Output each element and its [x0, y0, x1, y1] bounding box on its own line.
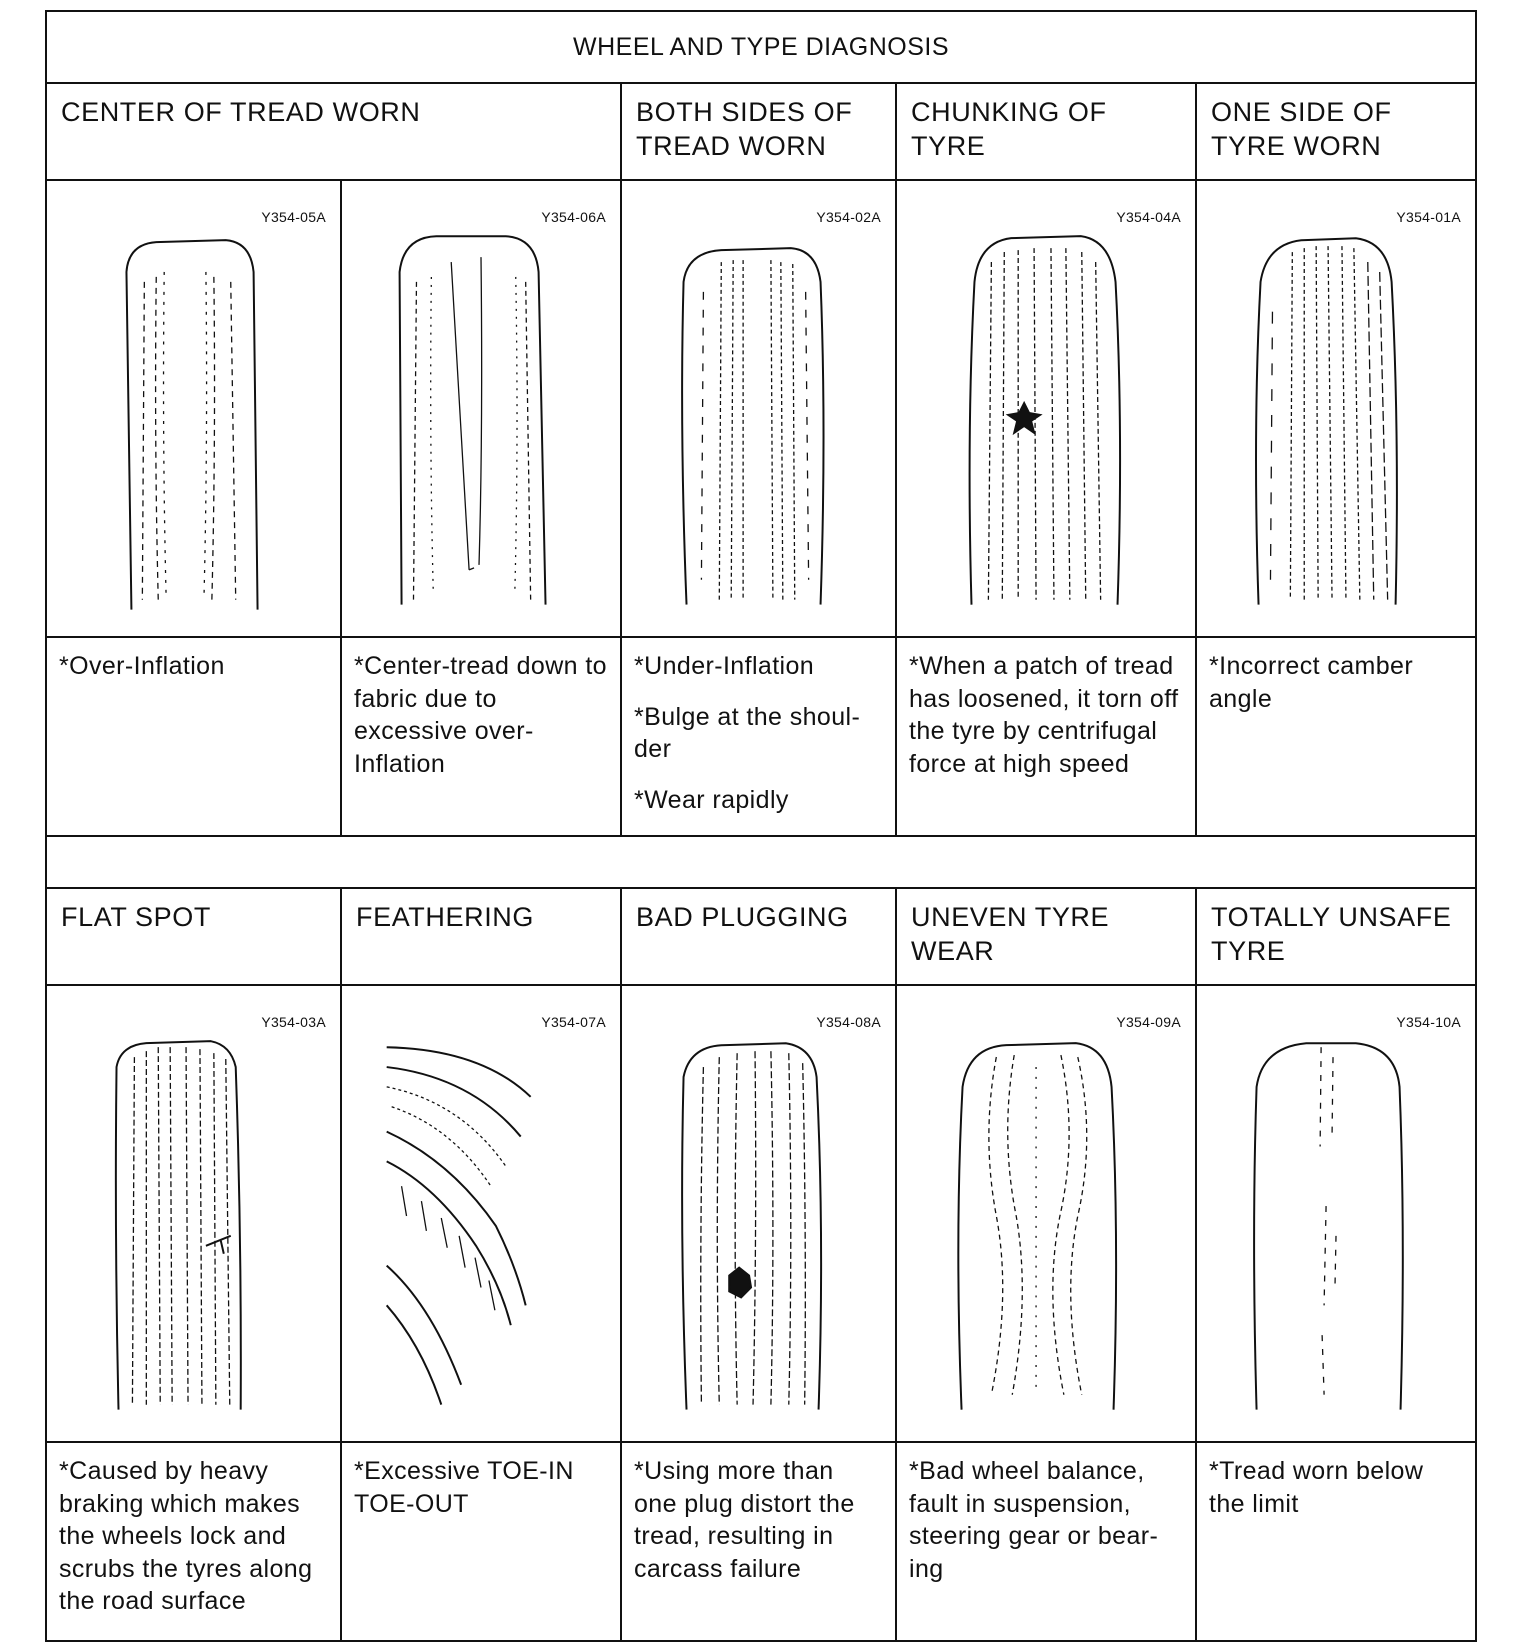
tyre-uneven-wear-icon	[897, 986, 1195, 1441]
image-cell-chunking	[896, 180, 1196, 637]
desc-line: *Under-Inflation	[634, 652, 815, 680]
image-cell-one-side-worn	[1196, 180, 1476, 637]
desc-line: *Bad wheel balance, fault in suspension, steering gear or bear-ing	[909, 1457, 1159, 1583]
desc-line: *Caused by heavy braking which makes the wheels lock and scrubs the tyres along the road surface	[59, 1457, 313, 1615]
tyre-center-worn-icon	[47, 181, 340, 636]
header-bad-plugging: BAD PLUGGING	[621, 888, 896, 985]
diagnosis-table	[45, 10, 1477, 1642]
image-cell-unsafe	[1196, 985, 1476, 1442]
image-cell-center-worn	[46, 180, 341, 637]
desc-line: *Bulge at the shoul-der	[634, 702, 861, 763]
desc-line: *Incorrect camber angle	[1209, 652, 1414, 713]
desc-line: *Tread worn below the limit	[1209, 1457, 1424, 1518]
header-feathering: FEATHERING	[341, 888, 621, 985]
header-uneven-tyre-wear: UNEVEN TYRE WEAR	[896, 888, 1196, 985]
image-cell-flat-spot	[46, 985, 341, 1442]
tyre-feathering-icon	[342, 986, 620, 1441]
desc-line: *Using more than one plug distort the tread, resulting in carcass failure	[634, 1457, 855, 1583]
image-cell-center-tread-fabric	[341, 180, 621, 637]
desc-chunking	[896, 637, 1196, 836]
page-title: WHEEL AND TYPE DIAGNOSIS	[46, 11, 1476, 83]
tyre-center-down-to-fabric-icon	[342, 181, 620, 636]
tyre-one-side-worn-icon	[1197, 181, 1475, 636]
tyre-both-sides-worn-icon	[622, 181, 895, 636]
desc-line: *Over-Inflation	[59, 652, 225, 680]
desc-unsafe	[1196, 1442, 1476, 1641]
image-code: Y354-06A	[541, 209, 606, 225]
image-code: Y354-05A	[261, 209, 326, 225]
image-code: Y354-10A	[1396, 1014, 1462, 1030]
tyre-flat-spot-icon	[47, 986, 340, 1441]
desc-line: *Center-tread down to fabric due to excessive over-Inflation	[354, 652, 607, 778]
desc-center-tread-fabric	[341, 637, 621, 836]
image-code: Y354-07A	[541, 1014, 606, 1030]
header-both-sides-of-tread-worn: BOTH SIDES OF TREAD WORN	[621, 83, 896, 180]
desc-center-worn	[46, 637, 341, 836]
tyre-unsafe-icon	[1197, 986, 1475, 1441]
desc-one-side-worn	[1196, 637, 1476, 836]
desc-uneven-wear	[896, 1442, 1196, 1641]
desc-flat-spot	[46, 1442, 341, 1641]
image-code: Y354-08A	[816, 1014, 881, 1030]
image-code: Y354-03A	[261, 1014, 326, 1030]
desc-both-sides-worn	[621, 637, 896, 836]
desc-line: *Excessive TOE-IN TOE-OUT	[354, 1457, 574, 1518]
tyre-chunking-icon	[897, 181, 1195, 636]
header-chunking-of-tyre: CHUNKING OF TYRE	[896, 83, 1196, 180]
image-code: Y354-09A	[1116, 1014, 1181, 1030]
diagnosis-sheet	[45, 10, 1475, 1642]
header-totally-unsafe-tyre: TOTALLY UNSAFE TYRE	[1196, 888, 1476, 985]
image-code: Y354-01A	[1396, 209, 1462, 225]
image-cell-feathering	[341, 985, 621, 1442]
header-center-of-tread-worn: CENTER OF TREAD WORN	[46, 83, 621, 180]
desc-line: *When a patch of tread has loosened, it torn off the tyre by centrifugal force at high speed	[909, 652, 1179, 778]
desc-line: *Wear rapidly	[634, 785, 789, 814]
desc-bad-plugging	[621, 1442, 896, 1641]
image-cell-uneven-wear	[896, 985, 1196, 1442]
tyre-bad-plugging-icon	[622, 986, 895, 1441]
image-cell-bad-plugging	[621, 985, 896, 1442]
image-code: Y354-02A	[816, 209, 881, 225]
header-flat-spot: FLAT SPOT	[46, 888, 341, 985]
desc-feathering	[341, 1442, 621, 1641]
image-cell-both-sides-worn	[621, 180, 896, 637]
section-divider	[46, 836, 1476, 888]
image-code: Y354-04A	[1116, 209, 1181, 225]
header-one-side-of-tyre-worn: ONE SIDE OF TYRE WORN	[1196, 83, 1476, 180]
